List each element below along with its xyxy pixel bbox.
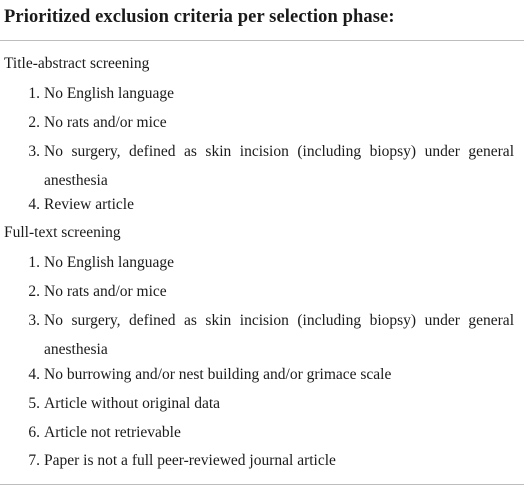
item-number: 7. [28,452,40,469]
section-heading-full-text: Full-text screening [4,224,121,241]
bottom-rule [0,484,524,485]
item-text: Article not retrievable [44,424,181,441]
item-number: 5. [28,395,40,412]
top-rule [0,40,524,41]
item-text: Article without original data [44,395,221,412]
section-heading-title-abstract: Title-abstract screening [4,55,150,72]
item-text: No burrowing and/or nest building and/or grimace scale [44,366,392,383]
item-text: No rats and/or mice [44,114,167,131]
item-number: 1. [28,85,40,102]
item-text: Paper is not a full peer-reviewed journal article [44,452,336,469]
item-text: No surgery, defined as skin incision (including biopsy) under general anesthesia [44,312,514,358]
item-number: 4. [28,366,40,383]
item-text: Review article [44,196,134,213]
item-number: 1. [28,254,40,271]
item-number: 2. [28,114,40,131]
item-number: 3. [28,143,40,160]
item-number: 3. [28,312,40,329]
item-number: 2. [28,283,40,300]
table-title: Prioritized exclusion criteria per selection phase: [4,7,395,27]
item-number: 6. [28,424,40,441]
item-number: 4. [28,196,40,213]
item-text: No surgery, defined as skin incision (including biopsy) under general anesthesia [44,143,514,189]
item-text: No rats and/or mice [44,283,167,300]
item-text: No English language [44,85,175,102]
item-text: No English language [44,254,175,271]
